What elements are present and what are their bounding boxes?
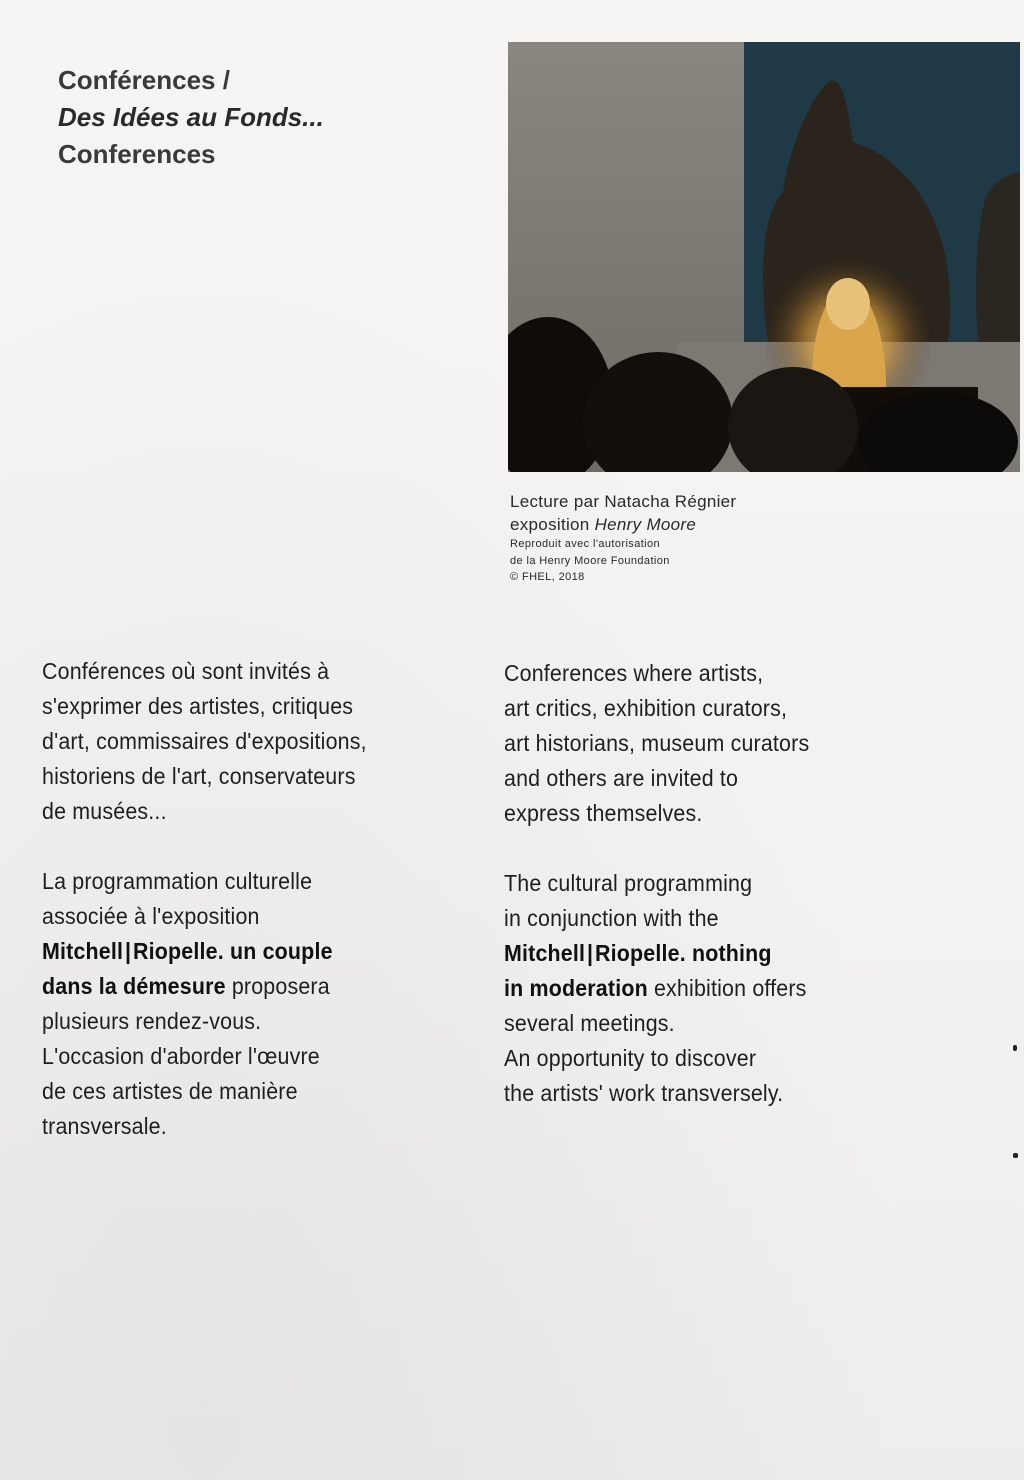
fr-exhibition-title-c: dans la démesure bbox=[42, 973, 226, 999]
en-p2-text: exhibition offers bbox=[647, 975, 807, 1001]
french-text-column bbox=[42, 654, 479, 1144]
paper-speck bbox=[1013, 1153, 1018, 1158]
photo-caption bbox=[510, 490, 810, 586]
en-p2-line: in conjunction with the bbox=[504, 905, 719, 931]
fr-p1-line: s'exprimer des artistes, critiques bbox=[42, 693, 354, 719]
en-paragraph-2 bbox=[504, 866, 923, 1111]
fr-p2-line: La programmation culturelle bbox=[42, 868, 313, 894]
en-exhibition-title-b: Riopelle. nothing bbox=[595, 940, 772, 966]
title-line-conferences-en: Conferences bbox=[58, 139, 216, 169]
en-p1-line: express themselves. bbox=[504, 800, 703, 826]
fr-p2-line: associée à l'exposition bbox=[42, 903, 260, 929]
english-text-column bbox=[504, 656, 923, 1111]
fr-p2-line: plusieurs rendez-vous. bbox=[42, 1008, 262, 1034]
fr-p1-line: de musées... bbox=[42, 798, 167, 824]
caption-title: Lecture par Natacha Régnier bbox=[510, 492, 737, 511]
en-p1-line: art critics, exhibition curators, bbox=[504, 695, 788, 721]
fr-paragraph-2 bbox=[42, 864, 479, 1144]
fr-p2-line: transversale. bbox=[42, 1113, 167, 1139]
en-p1-line: art historians, museum curators bbox=[504, 730, 810, 756]
lecture-photo bbox=[508, 42, 1020, 472]
fr-p1-line: d'art, commissaires d'expositions, bbox=[42, 728, 367, 754]
title-line-series: Des Idées au Fonds... bbox=[58, 102, 324, 132]
fr-p2-text: proposera bbox=[225, 973, 330, 999]
en-exhibition-title-a: Mitchell bbox=[504, 940, 586, 966]
page-title bbox=[58, 62, 324, 173]
en-p2-line bbox=[504, 971, 923, 1006]
en-p2-line: the artists' work transversely. bbox=[504, 1080, 784, 1106]
en-p2-line: several meetings. bbox=[504, 1010, 675, 1036]
fr-paragraph-1 bbox=[42, 654, 479, 829]
caption-exhibition bbox=[510, 513, 810, 536]
fr-exhibition-title-separator: | bbox=[124, 938, 132, 964]
lecture-photo-illustration bbox=[508, 42, 1020, 472]
caption-exhibition-prefix: exposition bbox=[510, 515, 595, 534]
en-p2-line: The cultural programming bbox=[504, 870, 753, 896]
fr-p2-line bbox=[42, 969, 479, 1004]
caption-credit-2: de la Henry Moore Foundation bbox=[510, 554, 670, 567]
caption-exhibition-name: Henry Moore bbox=[594, 515, 697, 534]
paper-speck bbox=[1013, 1045, 1017, 1051]
fr-p2-line bbox=[42, 934, 479, 969]
en-exhibition-title-c: in moderation bbox=[504, 975, 648, 1001]
en-p2-line bbox=[504, 936, 923, 971]
en-p2-line: An opportunity to discover bbox=[504, 1045, 757, 1071]
en-p1-line: and others are invited to bbox=[504, 765, 739, 791]
caption-credit-3: © FHEL, 2018 bbox=[510, 571, 585, 583]
fr-exhibition-title-b: Riopelle. un couple bbox=[133, 938, 333, 964]
en-p1-line: Conferences where artists, bbox=[504, 660, 764, 686]
fr-p2-line: L'occasion d'aborder l'œuvre bbox=[42, 1043, 320, 1069]
en-exhibition-title-separator: | bbox=[586, 940, 594, 966]
en-paragraph-1 bbox=[504, 656, 923, 831]
fr-exhibition-title-a: Mitchell bbox=[42, 938, 124, 964]
fr-p1-line: historiens de l'art, conservateurs bbox=[42, 763, 356, 789]
caption-credit-1: Reproduit avec l'autorisation bbox=[510, 538, 661, 550]
fr-p2-line: de ces artistes de manière bbox=[42, 1078, 298, 1104]
fr-p1-line: Conférences où sont invités à bbox=[42, 658, 330, 684]
title-line-conferences-fr: Conférences / bbox=[58, 65, 230, 95]
